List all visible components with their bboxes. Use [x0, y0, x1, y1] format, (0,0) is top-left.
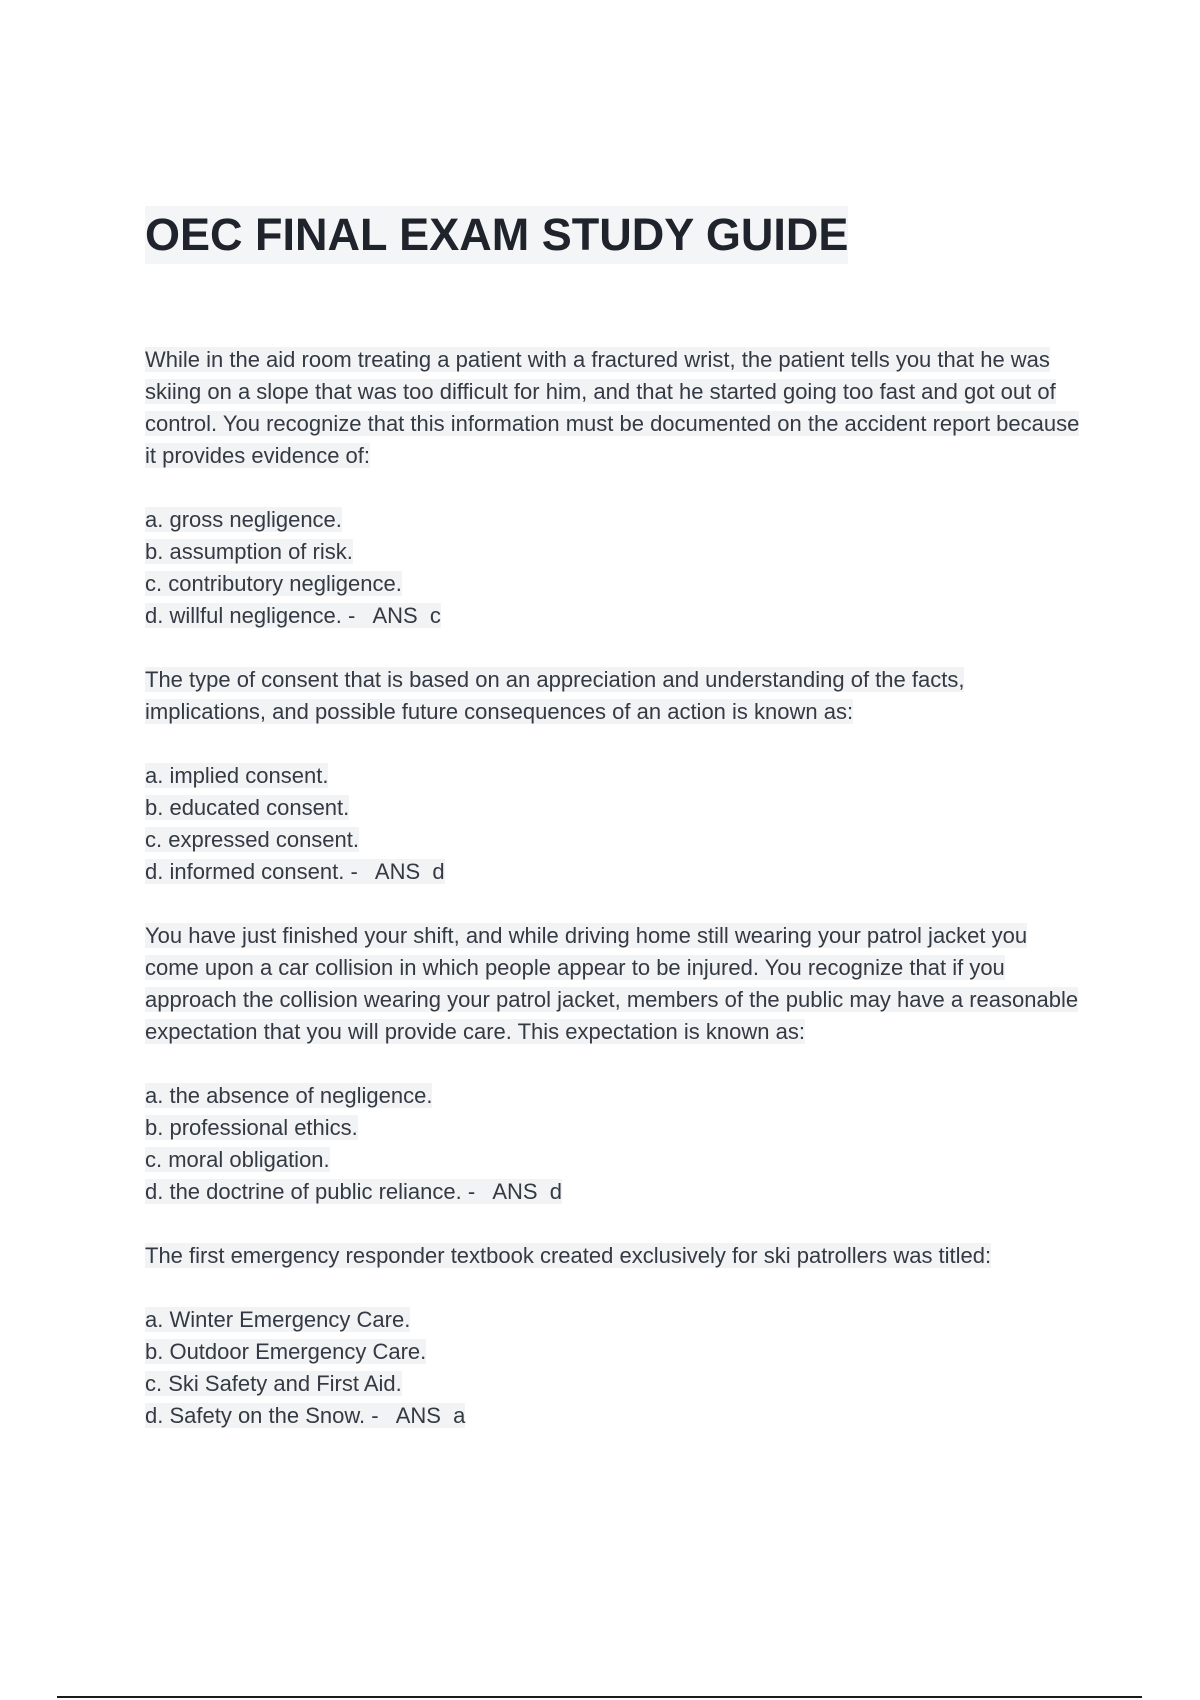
question-2-option-a [145, 760, 1085, 792]
question-1-answer: ANS c [372, 603, 441, 628]
question-1-option-d [145, 600, 1085, 632]
question-1-option-d-text: d. willful negligence. [145, 603, 342, 628]
question-4-stem-text: The first emergency responder textbook created exclusively for ski patrollers was titled: [145, 1243, 992, 1268]
question-4-option-a [145, 1304, 1085, 1336]
document-title: OEC FINAL EXAM STUDY GUIDE [145, 206, 848, 264]
question-3-answer: ANS d [492, 1179, 563, 1204]
question-3-option-a [145, 1080, 1085, 1112]
answer-separator: - [341, 603, 373, 628]
question-4-option-c [145, 1368, 1085, 1400]
question-3-stem-text: You have just finished your shift, and while driving home still wearing your patrol jacket you come upon a car collision in which people appear to be injured. You recognize that if you approach the collision wearing your patrol jacket, members of the public may have a reasonable expectation that you will provide care. This expectation is known as: [145, 923, 1079, 1044]
question-3-options [145, 1080, 1085, 1208]
question-1-option-a-text: a. gross negligence. [145, 507, 342, 532]
question-1-option-b-text: b. assumption of risk. [145, 539, 353, 564]
question-1-option-c [145, 568, 1085, 600]
question-3-stem [145, 920, 1085, 1048]
question-2-answer: ANS d [374, 859, 445, 884]
footer-divider [57, 1696, 1142, 1698]
question-1-options [145, 504, 1085, 632]
question-4-stem [145, 1240, 1085, 1272]
question-1-stem-text: While in the aid room treating a patient with a fractured wrist, the patient tells you that he was skiing on a slope that was too difficult for him, and that he started going too fast and got out of control. You recognize that this information must be documented on the accident report because it provides evidence of: [145, 347, 1080, 468]
question-4-answer: ANS a [395, 1403, 466, 1428]
question-3-option-d-text: d. the doctrine of public reliance. [145, 1179, 462, 1204]
question-3 [145, 920, 1085, 1208]
question-4-option-d [145, 1400, 1085, 1432]
answer-separator: - [344, 859, 375, 884]
question-4-option-b [145, 1336, 1085, 1368]
question-3-option-c [145, 1144, 1085, 1176]
question-4-option-b-text: b. Outdoor Emergency Care. [145, 1339, 427, 1364]
question-2-option-a-text: a. implied consent. [145, 763, 329, 788]
question-4-options [145, 1304, 1085, 1432]
question-2-option-b-text: b. educated consent. [145, 795, 350, 820]
question-2-option-d-text: d. informed consent. [145, 859, 345, 884]
question-2 [145, 664, 1085, 888]
question-4-option-d-text: d. Safety on the Snow. [145, 1403, 366, 1428]
question-4 [145, 1240, 1085, 1432]
question-2-option-d [145, 856, 1085, 888]
question-4-option-c-text: c. Ski Safety and First Aid. [145, 1371, 402, 1396]
question-2-options [145, 760, 1085, 888]
question-3-option-c-text: c. moral obligation. [145, 1147, 330, 1172]
question-4-option-a-text: a. Winter Emergency Care. [145, 1307, 411, 1332]
question-1-option-c-text: c. contributory negligence. [145, 571, 402, 596]
question-3-option-a-text: a. the absence of negligence. [145, 1083, 433, 1108]
answer-separator: - [461, 1179, 493, 1204]
question-2-option-b [145, 792, 1085, 824]
question-3-option-b [145, 1112, 1085, 1144]
question-1-option-a [145, 504, 1085, 536]
question-3-option-b-text: b. professional ethics. [145, 1115, 358, 1140]
question-2-stem [145, 664, 1085, 728]
question-3-option-d [145, 1176, 1085, 1208]
question-1 [145, 344, 1085, 632]
document-content [145, 206, 1085, 1432]
answer-separator: - [365, 1403, 396, 1428]
question-2-stem-text: The type of consent that is based on an appreciation and understanding of the facts, implications, and possible future consequences of an action is known as: [145, 667, 965, 724]
question-2-option-c-text: c. expressed consent. [145, 827, 360, 852]
question-2-option-c [145, 824, 1085, 856]
question-1-option-b [145, 536, 1085, 568]
question-1-stem [145, 344, 1085, 472]
